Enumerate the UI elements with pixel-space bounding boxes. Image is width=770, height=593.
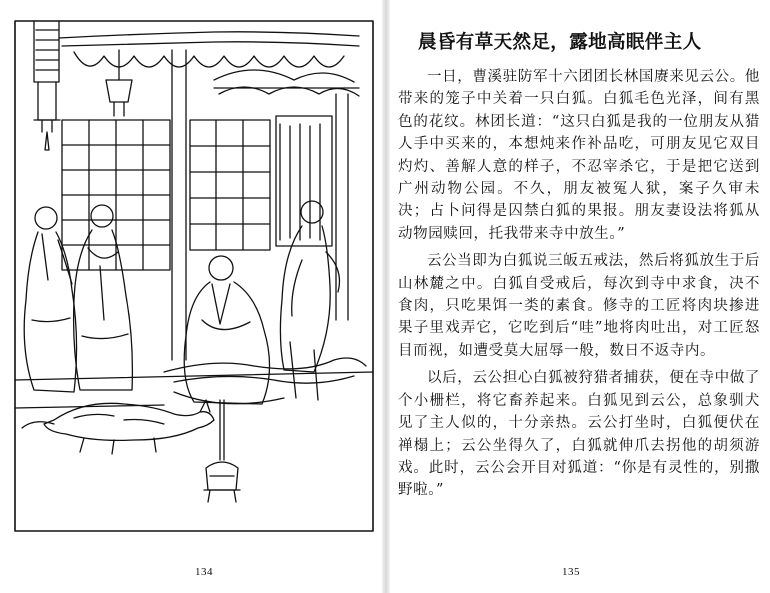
paragraph: 一日，曹溪驻防军十六团团长林国赓来见云公。他带来的笼子中关着一只白狐。白狐毛色光泽，间有黑色的花纹。林团长道：“这只白狐是我的一位朋友从猎人手中买来的，本想炖来作补品吃，可朋友见它双目灼灼、善解人意的样子，不忍宰杀它，于是把它送到广州动物公园。不久，朋友被冤人狱，案子久审未决；占卜问得是囚禁白狐的果报。朋友妻设法将狐从动物园赎回，托我带来寺中放生。”: [398, 69, 760, 242]
paragraph: 以后，云公担心白狐被狩猎者捕获，便在寺中做了个小栅栏，将它畜养起来。白狐见到云公，总象驯犬见了主人似的，十分亲热。云公打坐时，白狐便伏在禅榻上；云公坐得久了，白狐就伸爪去拐他的胡须游戏。此时，云公会开目对狐道：“你是有灵性的，别撒野啦。”: [398, 370, 760, 499]
page-number-right: 135: [562, 566, 580, 578]
paragraph: 云公当即为白狐说三皈五戒法，然后将狐放生于后山林麓之中。白狐自受戒后，每次到寺中求食，决不食肉，只吃果饵一类的素食。修寺的工匠将肉块掺进果子里戏弄它，它吃到后“哇”地将肉吐出，对工匠怒目而视，如遭受莫大屈辱一般，数日不返寺内。: [398, 253, 760, 359]
chapter-title: 晨昏有草天然足，露地高眠伴主人: [418, 32, 702, 53]
monks-with-white-fox-illustration: [14, 20, 374, 532]
body-text: [398, 66, 760, 507]
book-gutter: [382, 0, 390, 593]
left-page: [0, 0, 382, 593]
right-page: [390, 0, 770, 593]
page-number-left: 134: [195, 566, 213, 578]
